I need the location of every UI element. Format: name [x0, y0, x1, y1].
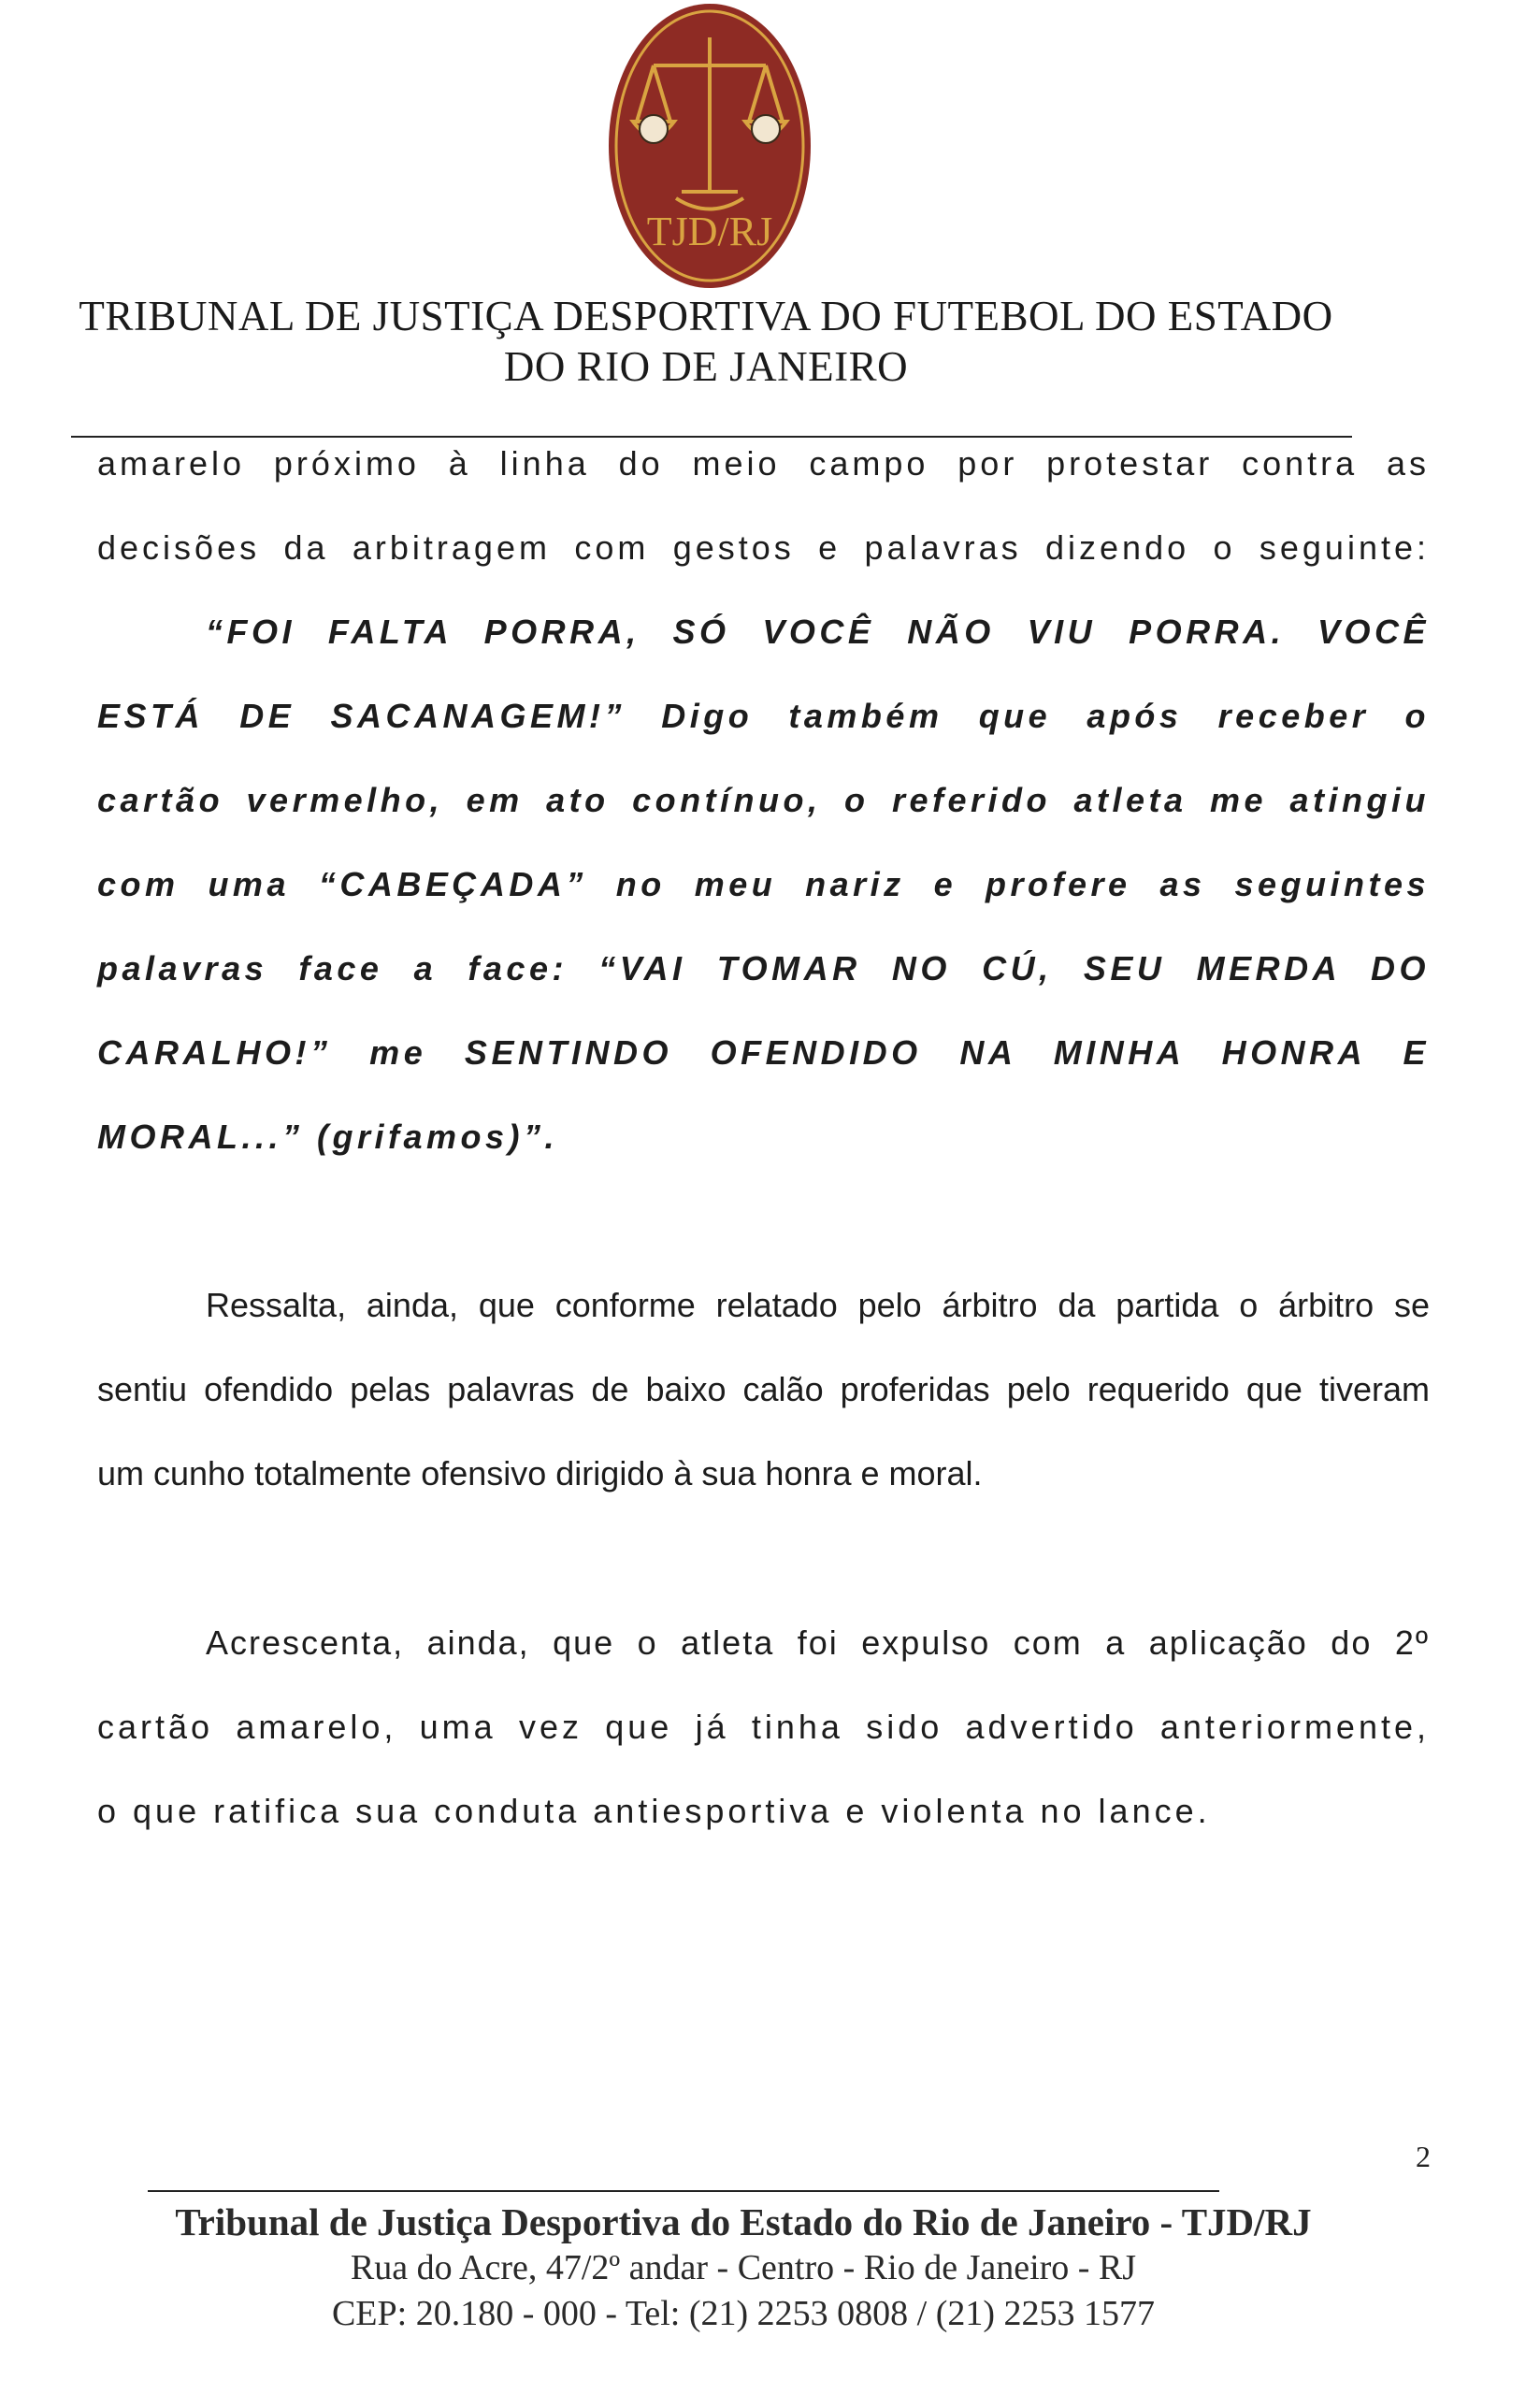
text-line: sentiu ofendido pelas palavras de baixo calão proferidas pelo requerido que tiveram [97, 1370, 1430, 1408]
text-line: um cunho totalmente ofensivo dirigido à sua honra e moral. [97, 1454, 983, 1493]
quote-line: palavras face a face: “VAI TOMAR NO CÚ, SEU MERDA DO [97, 949, 1430, 988]
quote-line: MORAL...” (grifamos)”. [97, 1118, 558, 1156]
quote-line: com uma “CABEÇADA” no meu nariz e profere as seguintes [97, 865, 1430, 903]
text-line: o que ratifica sua conduta antiesportiva e violenta no lance. [97, 1792, 1211, 1830]
text-line: amarelo próximo à linha do meio campo por protestar contra as [97, 444, 1430, 483]
quote-line: “FOI FALTA PORRA, SÓ VOCÊ NÃO VIU PORRA. VOCÊ [206, 613, 1430, 651]
text-line: cartão amarelo, uma vez que já tinha sido advertido anteriormente, [97, 1708, 1430, 1746]
text-line: Ressalta, ainda, que conforme relatado pelo árbitro da partida o árbitro se [206, 1286, 1430, 1324]
tjd-rj-logo [605, 0, 814, 292]
header-title-line2: DO RIO DE JANEIRO [503, 343, 909, 390]
footer-rule [148, 2190, 1219, 2192]
page-number: 2 [1416, 2140, 1431, 2173]
logo-text: TJD/RJ [646, 209, 773, 254]
text-line: decisões da arbitragem com gestos e palavras dizendo o seguinte: [97, 528, 1430, 567]
footer-contact: CEP: 20.180 - 000 - Tel: (21) 2253 0808 / (21) 2253 1577 [331, 2294, 1156, 2333]
header-rule [71, 436, 1352, 438]
quote-line: CARALHO!” me SENTINDO OFENDIDO NA MINHA HONRA E [97, 1033, 1430, 1072]
soccer-ball-icon [752, 115, 780, 143]
quote-line: cartão vermelho, em ato contínuo, o referido atleta me atingiu [97, 781, 1430, 819]
text-line: Acrescenta, ainda, que o atleta foi expulso com a aplicação do 2º [206, 1623, 1430, 1662]
footer-title: Tribunal de Justiça Desportiva do Estado do Rio de Janeiro - TJD/RJ [175, 2200, 1312, 2243]
quote-line: ESTÁ DE SACANAGEM!” Digo também que após receber o [97, 697, 1430, 735]
soccer-ball-icon [640, 115, 668, 143]
footer-address: Rua do Acre, 47/2º andar - Centro - Rio de Janeiro - RJ [350, 2248, 1137, 2287]
header-title-line1: TRIBUNAL DE JUSTIÇA DESPORTIVA DO FUTEBOL DO ESTADO [79, 293, 1333, 339]
